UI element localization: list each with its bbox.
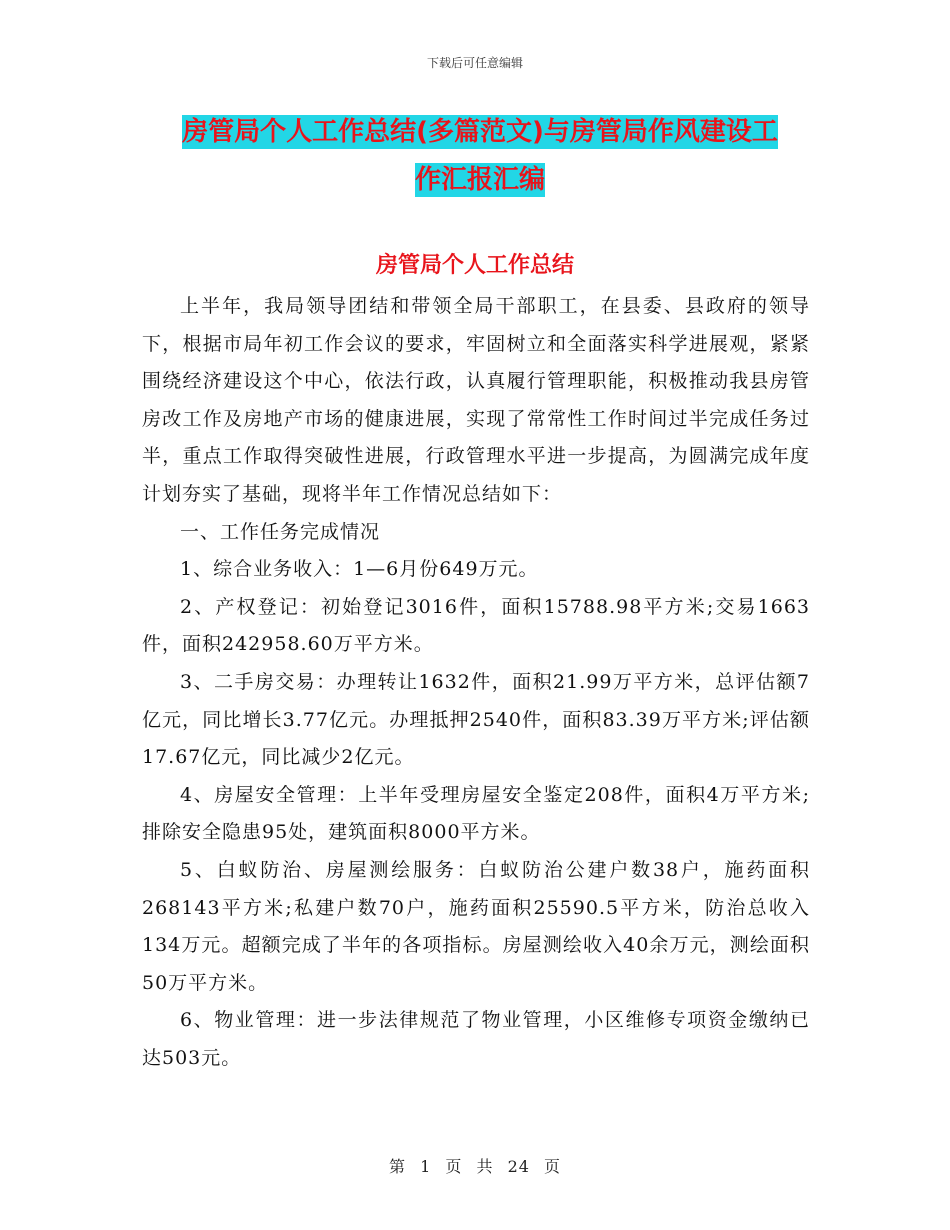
footer-page-number: 1 bbox=[420, 1157, 432, 1176]
paragraph-item-4: 4、房屋安全管理：上半年受理房屋安全鉴定208件，面积4万平方米;排除安全隐患95处，建筑面积8000平方米。 bbox=[142, 783, 810, 844]
paragraph-item-6: 6、物业管理：进一步法律规范了物业管理，小区维修专项资金缴纳已达503元。 bbox=[142, 1009, 810, 1069]
paragraph-item-5: 5、白蚁防治、房屋测绘服务：白蚁防治公建户数38户，施药面积268143平方米;私建户数70户，施药面积25590.5平方米，防治总收入134万元。超额完成了半年的各项指标。房屋测绘收入40余万元，测绘面积50万平方米。 bbox=[142, 858, 810, 994]
paragraph-item-2: 2、产权登记：初始登记3016件，面积15788.98平方米;交易1663件，面积242958.60万平方米。 bbox=[142, 595, 810, 656]
footer-page-word: 页 bbox=[445, 1157, 463, 1176]
document-title bbox=[140, 108, 820, 204]
footer-prefix: 第 bbox=[388, 1157, 406, 1176]
footer-total-word: 共 bbox=[476, 1157, 494, 1176]
paragraph-item-1: 1、综合业务收入：1—6月份649万元。 bbox=[180, 558, 539, 581]
document-title-line-1: 房管局个人工作总结(多篇范文)与房管局作风建设工 bbox=[182, 117, 778, 147]
header-note: 下载后可任意编辑 bbox=[426, 56, 523, 70]
paragraph-intro: 上半年，我局领导团结和带领全局干部职工，在县委、县政府的领导下，根据市局年初工作会议的要求，牢固树立和全面落实科学进展观，紧紧围绕经济建设这个中心，依法行政，认真履行管理职能，积极推动我县房管房改工作及房地产市场的健康进展，实现了常常性工作时间过半完成任务过半，重点工作取得突破性进展，行政管理水平进一步提高，为圆满完成年度计划夯实了基础，现将半年工作情况总结如下： bbox=[142, 295, 810, 505]
paragraph-item-3: 3、二手房交易：办理转让1632件，面积21.99万平方米，总评估额7亿元，同比增长3.77亿元。办理抵押2540件，面积83.39万平方米;评估额17.67亿元，同比减少2亿元。 bbox=[142, 670, 810, 769]
body-text bbox=[142, 288, 810, 1077]
paragraph-heading: 一、工作任务完成情况 bbox=[180, 520, 381, 543]
page-footer bbox=[0, 1154, 950, 1177]
footer-total-pages: 24 bbox=[507, 1157, 530, 1176]
footer-suffix: 页 bbox=[544, 1157, 562, 1176]
section-title: 房管局个人工作总结 bbox=[375, 253, 574, 278]
document-title-line-2: 作汇报汇编 bbox=[414, 165, 545, 195]
